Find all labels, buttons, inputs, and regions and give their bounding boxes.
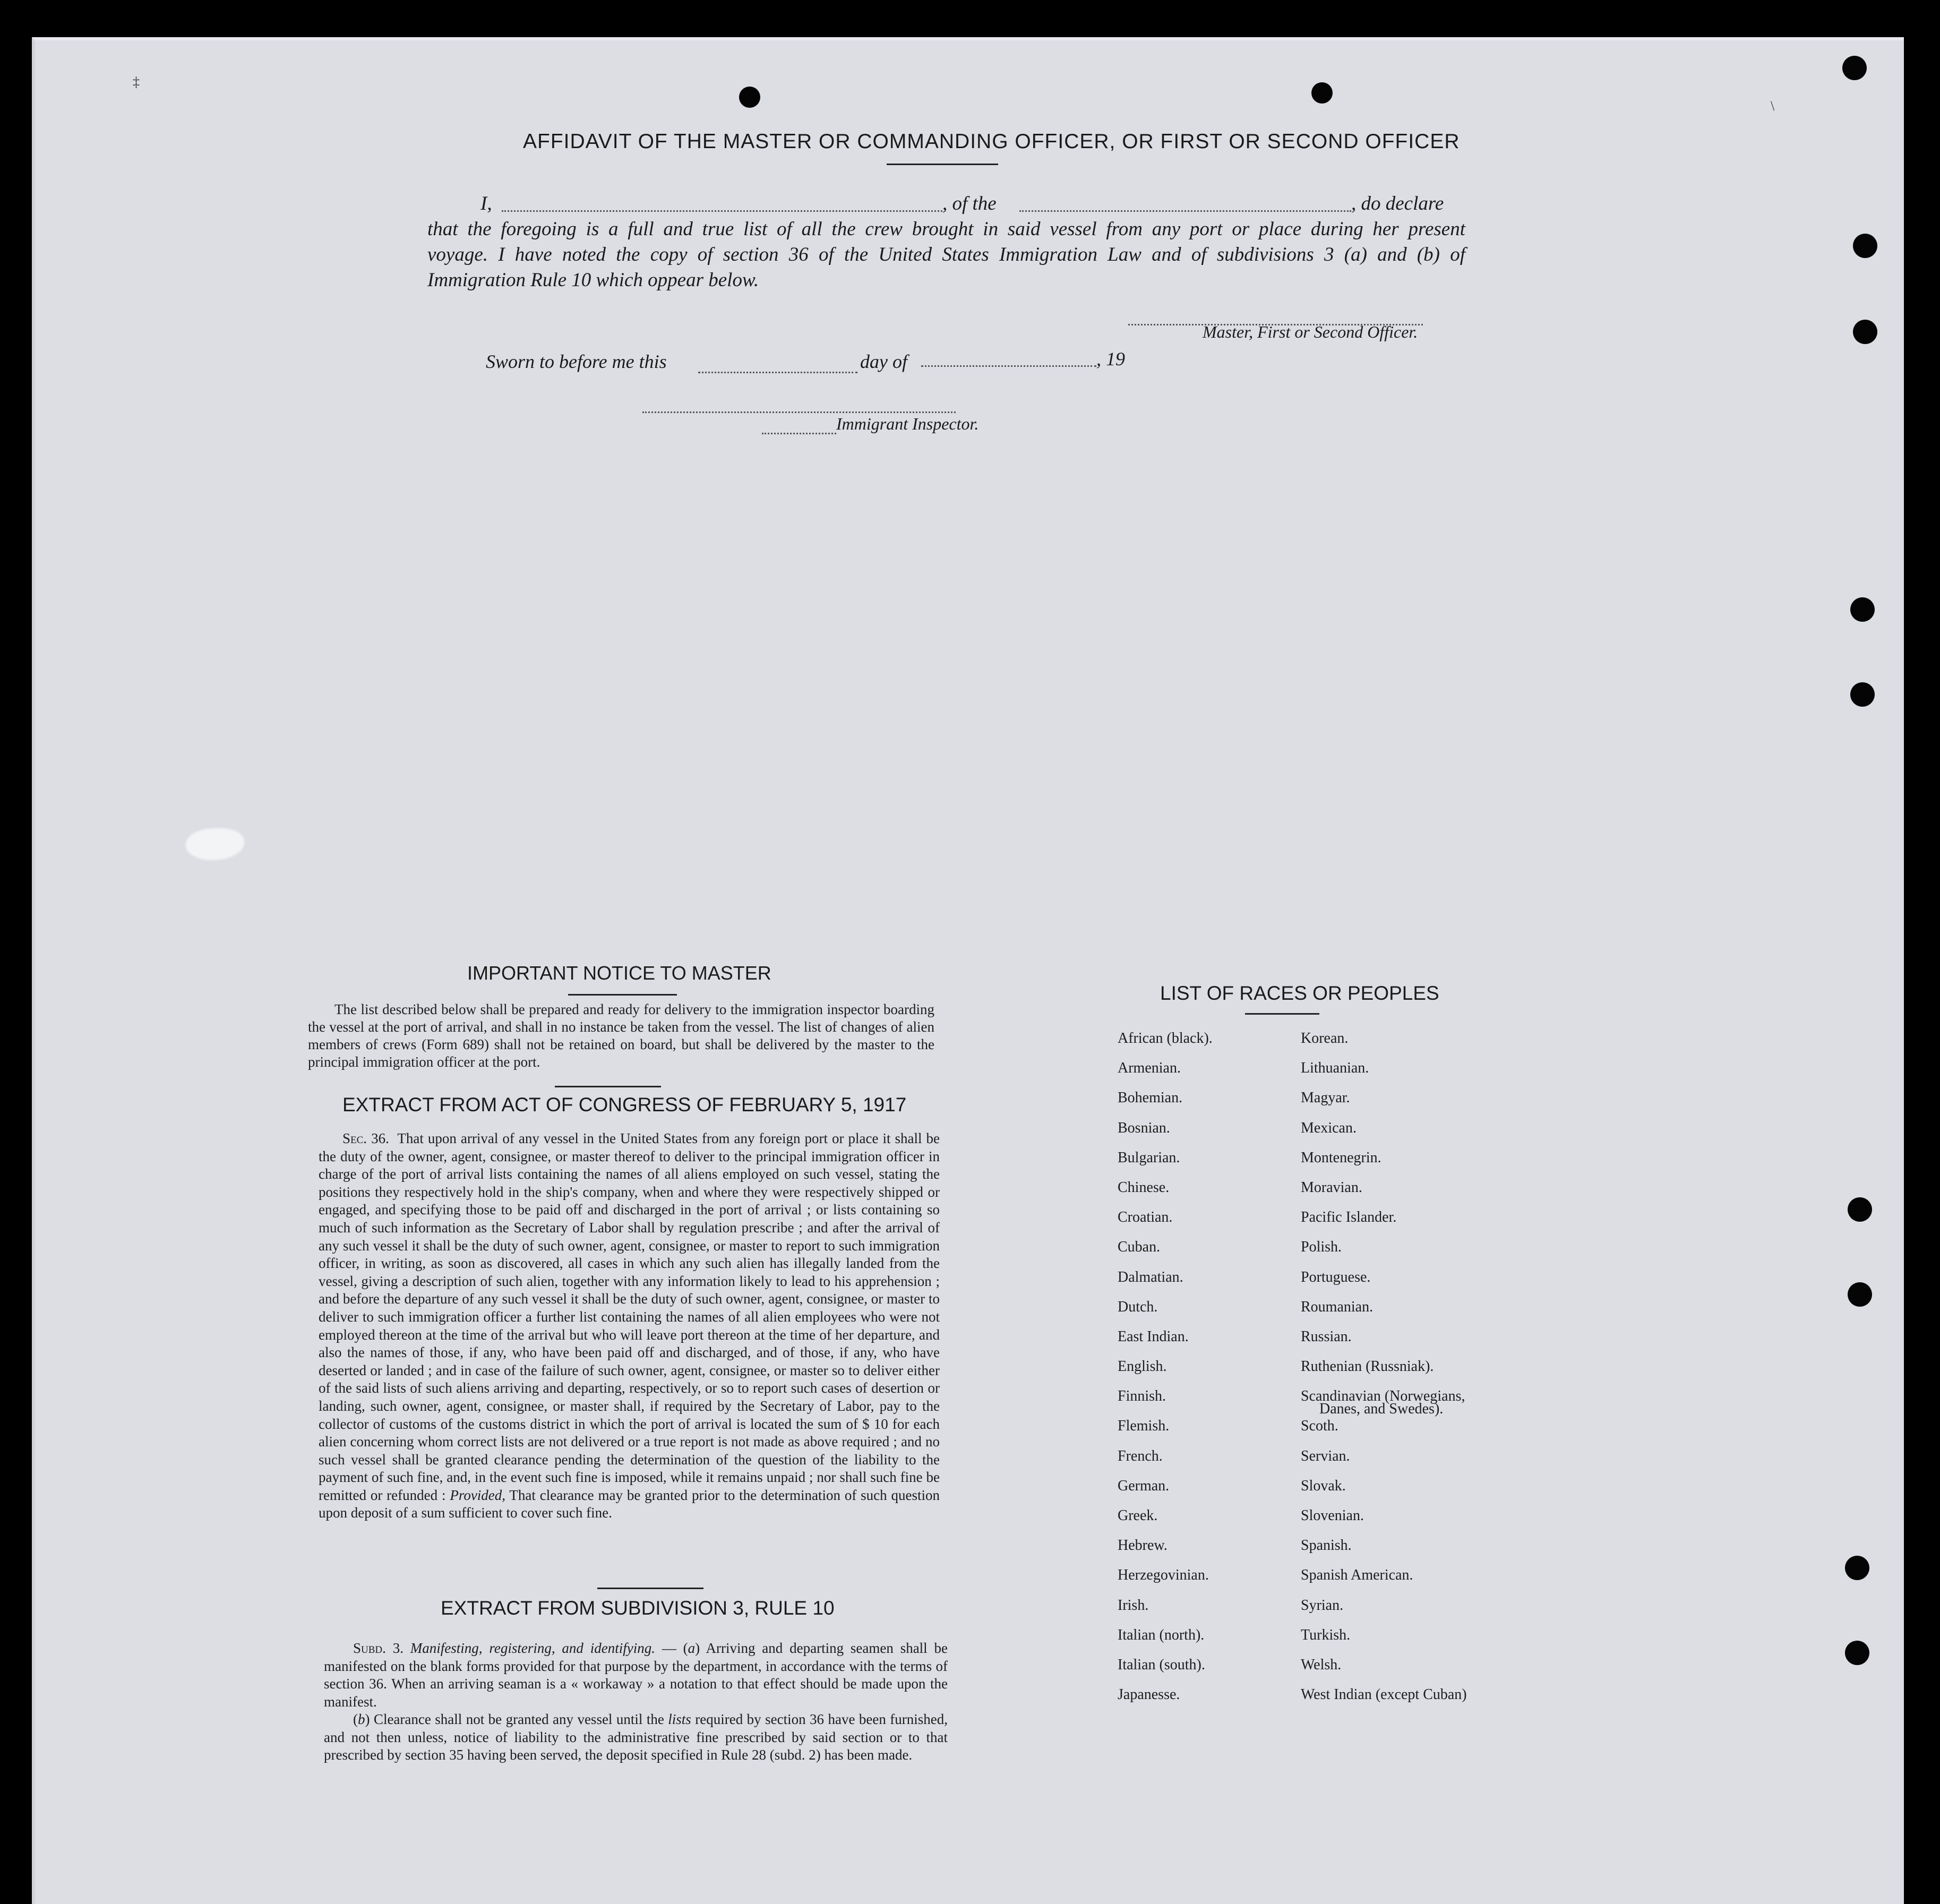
provided-word: Provided, — [450, 1487, 506, 1503]
race-row — [1118, 1299, 1542, 1328]
sworn-month-field[interactable] — [921, 365, 1096, 367]
punch-hole — [1842, 56, 1867, 80]
race-right: Korean. — [1301, 1030, 1349, 1047]
races-title-underline — [1245, 1013, 1319, 1015]
races-title: LIST OF RACES OR PEOPLES — [1160, 982, 1439, 1004]
notice-divider — [555, 1086, 661, 1087]
race-left: Hebrew. — [1118, 1537, 1168, 1554]
race-left: East Indian. — [1118, 1328, 1189, 1345]
act-divider — [597, 1588, 703, 1589]
notice-title: IMPORTANT NOTICE TO MASTER — [467, 962, 771, 984]
race-left: Cuban. — [1118, 1239, 1161, 1256]
margin-mark: \ — [1771, 98, 1775, 114]
affidavit-line-4: Immigration Rule 10 which oppear below. — [427, 269, 759, 291]
race-left: Bohemian. — [1118, 1090, 1183, 1107]
race-right: Lithuanian. — [1301, 1060, 1369, 1077]
race-left: Armenian. — [1118, 1060, 1181, 1077]
paragraph-b-text-2: required by section 36 have been furnished, and not then unless, notice of liability to the administrative fine prescribed by said section or to that prescribed by section 35 having been served, the deposit specified in Rule 28 (subd. 2) has been made. — [324, 1711, 948, 1763]
race-left: Dalmatian. — [1118, 1268, 1183, 1285]
rule-extract-title: EXTRACT FROM SUBDIVISION 3, RULE 10 — [441, 1597, 835, 1619]
sworn-text: Sworn to before me this — [486, 351, 667, 372]
inspector-label: Immigrant Inspector. — [836, 414, 979, 433]
letter-a: a — [688, 1640, 696, 1656]
inspector-name-lead — [762, 433, 836, 434]
year-prefix: , 19 — [1096, 348, 1125, 370]
race-right: Slovenian. — [1301, 1507, 1364, 1524]
punch-hole — [739, 87, 760, 108]
race-right: Slovak. — [1301, 1477, 1346, 1494]
race-left: English. — [1118, 1358, 1167, 1375]
race-left: Irish. — [1118, 1597, 1149, 1614]
race-row — [1118, 1686, 1542, 1716]
race-left: French. — [1118, 1447, 1163, 1464]
race-row — [1118, 1537, 1542, 1567]
race-left: Bulgarian. — [1118, 1149, 1180, 1166]
race-row — [1118, 1030, 1542, 1060]
sworn-line — [486, 350, 667, 373]
inspector-signature-field[interactable] — [642, 411, 956, 413]
race-row — [1118, 1358, 1542, 1388]
race-row — [1118, 1060, 1542, 1090]
race-left: Italian (north). — [1118, 1626, 1205, 1643]
letter-b: b — [358, 1711, 365, 1727]
subd-heading: Manifesting, registering, and identifying. — [410, 1640, 655, 1656]
race-right: Servian. — [1301, 1447, 1350, 1464]
race-right: Scandinavian (Norwegians, — [1301, 1388, 1465, 1405]
affidavit-declarant-line — [427, 191, 1465, 217]
margin-mark: ‡ — [133, 74, 140, 90]
race-right: Welsh. — [1301, 1656, 1342, 1673]
race-left: Italian (south). — [1118, 1656, 1205, 1673]
paragraph-a-text: ) Arriving and departing seamen shall be manifested on the blank forms provided for that purpose by the department, in accordance with the terms of section 36. When an arriving seaman is a « workaway » a notation to that effect should be made upon the manifest. — [324, 1640, 948, 1710]
race-left: Chinese. — [1118, 1179, 1170, 1196]
declarant-prefix: I, — [480, 193, 492, 215]
race-right: Polish. — [1301, 1239, 1342, 1256]
section-36-text — [319, 1130, 940, 1522]
punch-hole — [1853, 320, 1877, 344]
rule-paragraph-b — [324, 1711, 948, 1764]
race-row — [1118, 1507, 1542, 1537]
race-row — [1118, 1120, 1542, 1150]
race-right: Syrian. — [1301, 1597, 1344, 1614]
dash-text: — ( — [662, 1640, 688, 1656]
race-left: Herzegovinian. — [1118, 1567, 1209, 1584]
punch-hole — [1850, 682, 1875, 707]
lists-word: lists — [668, 1711, 691, 1727]
do-declare-text: , do declare — [1351, 193, 1444, 215]
race-row — [1118, 1209, 1542, 1239]
race-right-continuation: Danes, and Swedes). — [1319, 1401, 1444, 1418]
race-left: African (black). — [1118, 1030, 1213, 1047]
race-right: Pacific Islander. — [1301, 1209, 1397, 1226]
race-row — [1118, 1179, 1542, 1209]
race-row — [1118, 1657, 1542, 1686]
punch-hole — [1853, 234, 1877, 258]
race-left: Dutch. — [1118, 1298, 1158, 1315]
section-body-a: That upon arrival of any vessel in the United States from any foreign port or place it shall be the duty of the owner, agent, consignee, or master thereof to deliver to the principal immigration officer in charge of the port of arrival lists containing the names of all aliens employed on such vessel, stating the positions they respectively hold in the ship's company, when and where they were respectively shipped or engaged, and specifying those to be paid off and discharged in the port of arrival ; or lists containing so much of such information as the Secretary of Labor shall by regulation prescribe ; and after the arrival of any such vessel it shall be the duty of such owner, agent, consignee, or master to report to such immigration officer, in writing, as soon as discovered, all cases in which any such alien has illegally landed from the vessel, giving a description of such alien, together with any information likely to lead to his apprehension ; and before the departure of any such vessel it shall be the duty of such owner, agent, consignee, or master to deliver to such immigration officer a further list containing the names of all alien employees who were not employed thereon at the time of the arrival but who will leave port thereon at the time of her departure, and also the names of those, if any, who have been paid off and discharged, and of those, if any, who have deserted or landed ; and in case of the failure of such owner, agent, consignee, or master so to deliver either of the said lists of such aliens arriving and departing, respectively, or so to report such cases of desertion or landing, such owner, agent, consignee, or master shall, if required by the Secretary of Labor, pay to the collector of customs of the customs district in which the port of arrival is located the sum of $ 10 for each alien concerning whom correct lists are not delivered or a true report is not made as above required ; and no such vessel shall be granted clearance pending the determination of the question of the liability to the payment of such fine, and, in the event such fine is imposed, while it remains unpaid ; nor shall such fine be remitted or refunded : — [319, 1130, 940, 1503]
race-row — [1118, 1239, 1542, 1268]
notice-title-underline — [568, 994, 677, 996]
race-left: Croatian. — [1118, 1209, 1173, 1226]
section-label: Sec. 36. — [342, 1130, 389, 1146]
race-row — [1118, 1388, 1542, 1418]
notice-paragraph: The list described below shall be prepared and ready for delivery to the immigration inspector boarding the vessel at the port of arrival, and shall in no instance be taken from the vessel. The list of changes of alien members of crews (Form 689) shall not be retained on board, but shall be delivered by the master to the principal immigration officer at the port. — [308, 1001, 934, 1070]
form-sheet — [32, 37, 1904, 1904]
race-right: Roumanian. — [1301, 1298, 1374, 1315]
affidavit-title: AFFIDAVIT OF THE MASTER OR COMMANDING OFFICER, OR FIRST OR SECOND OFFICER — [523, 130, 1460, 153]
race-row — [1118, 1597, 1542, 1627]
title-underline — [887, 164, 998, 165]
race-left: German. — [1118, 1477, 1170, 1494]
race-right: Spanish. — [1301, 1537, 1352, 1554]
race-row — [1118, 1627, 1542, 1657]
race-right: Montenegrin. — [1301, 1149, 1381, 1166]
race-row — [1118, 1567, 1542, 1597]
race-row — [1118, 1328, 1542, 1358]
race-right: Portuguese. — [1301, 1268, 1371, 1285]
race-right: Moravian. — [1301, 1179, 1362, 1196]
declarant-name-field[interactable] — [502, 210, 942, 212]
race-row — [1118, 1448, 1542, 1478]
race-right: Ruthenian (Russniak). — [1301, 1358, 1434, 1375]
paren-text: ( — [353, 1711, 358, 1727]
officer-signature-label: Master, First or Second Officer. — [1203, 322, 1418, 341]
sworn-day-field[interactable] — [698, 372, 857, 373]
race-row — [1118, 1418, 1542, 1447]
race-left: Japanesse. — [1118, 1686, 1180, 1703]
vessel-name-field[interactable] — [1019, 210, 1351, 212]
race-row — [1118, 1478, 1542, 1507]
section-36-paragraph — [319, 1130, 940, 1522]
punch-hole — [1848, 1197, 1872, 1222]
affidavit-line-3: voyage. I have noted the copy of section 36 of the United States Immigration Law and of subdivisions 3 (a) and (b) of — [427, 244, 1465, 265]
subd-label: Subd. 3. — [353, 1640, 404, 1656]
affidavit-line-2: that the foregoing is a full and true list of all the crew brought in said vessel from any port or place during her present — [427, 218, 1465, 240]
affidavit-body — [427, 191, 1465, 293]
rule-10-text — [324, 1640, 948, 1764]
punch-hole — [1845, 1556, 1869, 1580]
race-right: Mexican. — [1301, 1119, 1357, 1136]
race-right: West Indian (except Cuban) — [1301, 1686, 1467, 1703]
race-right: Russian. — [1301, 1328, 1352, 1345]
race-row — [1118, 1090, 1542, 1119]
of-the-text: , of the — [942, 193, 997, 215]
race-row — [1118, 1269, 1542, 1299]
act-extract-title: EXTRACT FROM ACT OF CONGRESS OF FEBRUARY 5, 1917 — [342, 1094, 907, 1116]
race-left: Bosnian. — [1118, 1119, 1170, 1136]
paragraph-b-text-1: ) Clearance shall not be granted any vessel until the — [365, 1711, 664, 1727]
punch-hole — [1848, 1282, 1872, 1307]
punch-hole — [1311, 82, 1333, 104]
punch-hole — [1845, 1641, 1869, 1665]
races-list — [1118, 1030, 1542, 1716]
race-left: Finnish. — [1118, 1388, 1166, 1405]
punch-hole — [1850, 597, 1875, 622]
race-row — [1118, 1150, 1542, 1179]
race-right: Scoth. — [1301, 1418, 1338, 1435]
notice-body — [308, 1001, 934, 1071]
race-right: Spanish American. — [1301, 1567, 1413, 1584]
race-left: Flemish. — [1118, 1418, 1170, 1435]
race-right: Magyar. — [1301, 1090, 1350, 1107]
rule-paragraph-a — [324, 1640, 948, 1711]
race-left: Greek. — [1118, 1507, 1158, 1524]
day-of-text: day of — [860, 351, 907, 372]
race-right: Turkish. — [1301, 1626, 1351, 1643]
section-body-b: That clearance may be granted prior to the determination of such question upon deposit of a sum sufficient to cover such fine. — [319, 1487, 940, 1521]
